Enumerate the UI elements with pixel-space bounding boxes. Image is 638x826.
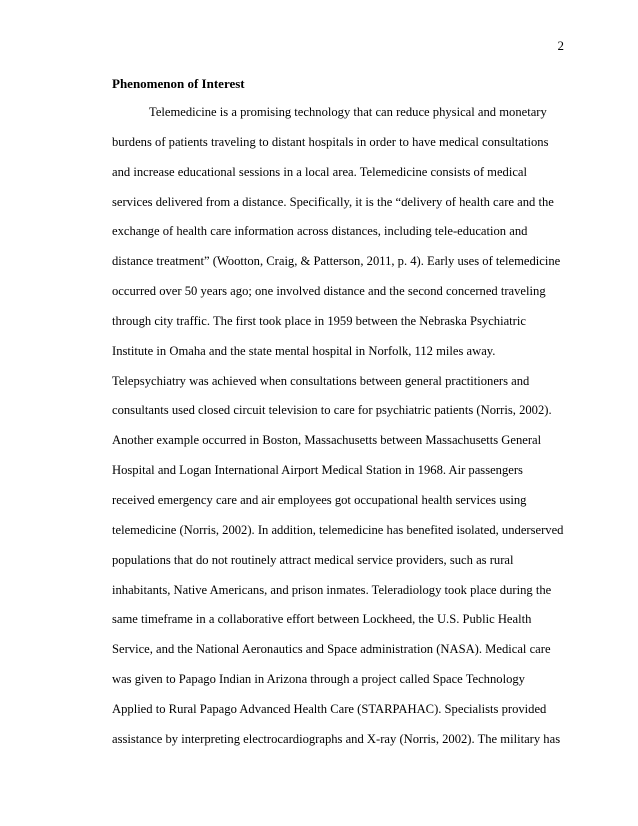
text-line: received emergency care and air employees got occupational health services using <box>112 492 527 507</box>
text-line: Institute in Omaha and the state mental hospital in Norfolk, 112 miles away. <box>112 343 496 358</box>
page-number: 2 <box>557 38 564 53</box>
text-line: Telepsychiatry was achieved when consultations between general practitioners and <box>112 373 530 388</box>
section-heading: Phenomenon of Interest <box>112 76 245 91</box>
text-line: Service, and the National Aeronautics and Space administration (NASA). Medical care <box>112 642 551 657</box>
text-line: Applied to Rural Papago Advanced Health Care (STARPAHAC). Specialists provided <box>112 701 547 716</box>
text-line: inhabitants, Native Americans, and prison inmates. Teleradiology took place during the <box>112 582 552 597</box>
text-line: Hospital and Logan International Airport Medical Station in 1968. Air passengers <box>112 463 523 478</box>
text-line: assistance by interpreting electrocardiographs and X-ray (Norris, 2002). The military has <box>112 731 561 746</box>
text-line: burdens of patients traveling to distant hospitals in order to have medical consultations <box>112 134 549 149</box>
text-line: distance treatment” (Wootton, Craig, & Patterson, 2011, p. 4). Early uses of telemedicine <box>112 254 561 269</box>
text-line: consultants used closed circuit television to care for psychiatric patients (Norris, 2002). <box>112 403 552 418</box>
text-line: populations that do not routinely attract medical service providers, such as rural <box>112 552 514 567</box>
body-paragraph <box>112 104 572 761</box>
text-line: occurred over 50 years ago; one involved distance and the second concerned traveling <box>112 284 546 299</box>
text-line: Another example occurred in Boston, Massachusetts between Massachusetts General <box>112 433 542 448</box>
text-line: telemedicine (Norris, 2002). In addition, telemedicine has benefited isolated, underserved <box>112 522 564 537</box>
text-line: was given to Papago Indian in Arizona through a project called Space Technology <box>112 672 525 687</box>
text-line: Telemedicine is a promising technology that can reduce physical and monetary <box>149 105 547 119</box>
text-line: same timeframe in a collaborative effort between Lockheed, the U.S. Public Health <box>112 612 532 627</box>
text-line: services delivered from a distance. Specifically, it is the “delivery of health care and the <box>112 194 554 209</box>
text-line: exchange of health care information across distances, including tele-education and <box>112 224 528 239</box>
text-line: and increase educational sessions in a local area. Telemedicine consists of medical <box>112 164 528 179</box>
text-line: through city traffic. The first took place in 1959 between the Nebraska Psychiatric <box>112 313 526 328</box>
